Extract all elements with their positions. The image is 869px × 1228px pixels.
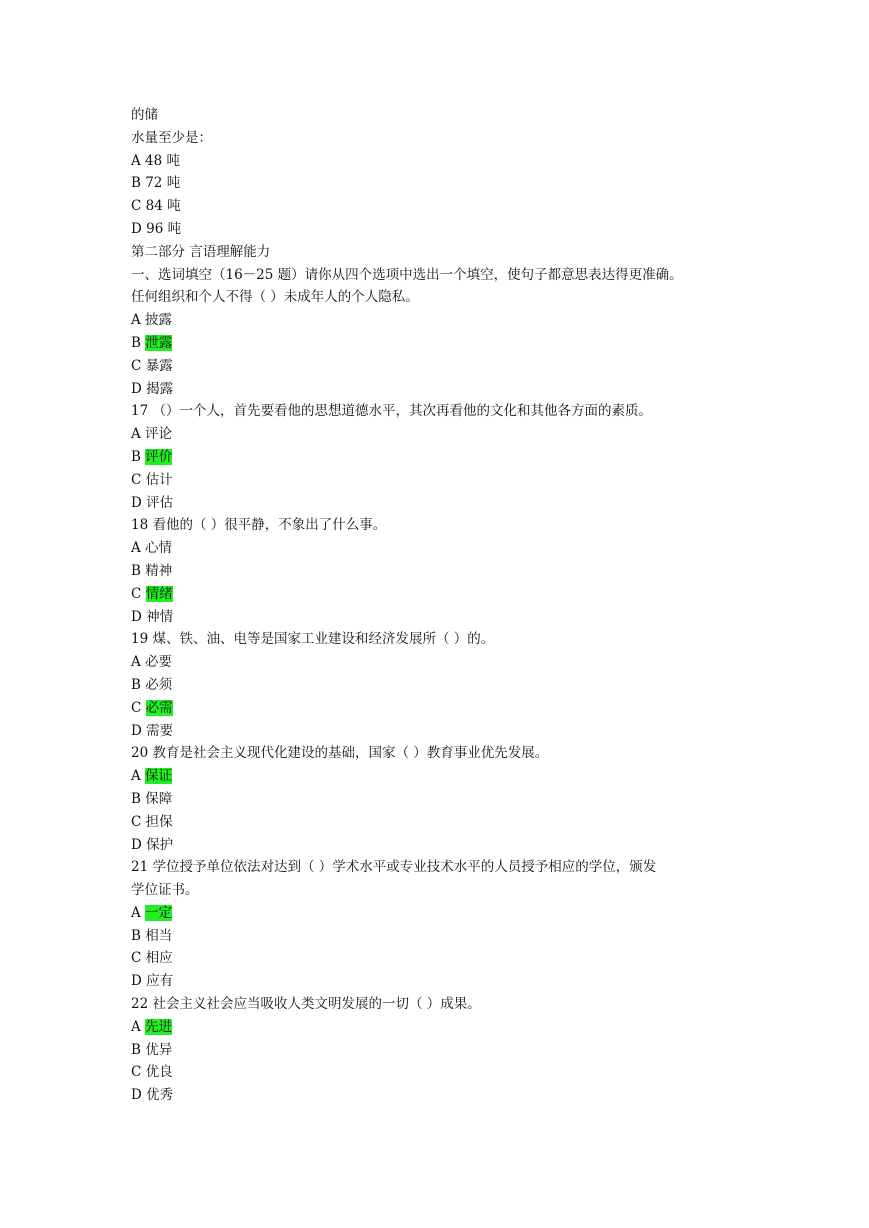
option-letter: B bbox=[131, 790, 146, 807]
answer-option bbox=[131, 947, 771, 970]
highlighted-answer: 必需 bbox=[145, 699, 173, 716]
text-line bbox=[131, 286, 771, 309]
text-line bbox=[131, 879, 771, 902]
option-letter: C bbox=[131, 699, 146, 716]
text-line bbox=[131, 514, 771, 537]
line-text: 担保 bbox=[145, 813, 173, 830]
line-text: 精神 bbox=[145, 562, 173, 579]
line-text: 评论 bbox=[145, 426, 173, 443]
answer-option bbox=[131, 378, 771, 401]
option-letter: A bbox=[131, 768, 146, 785]
line-text: 必要 bbox=[145, 654, 173, 671]
text-line bbox=[131, 993, 771, 1016]
line-text: 需要 bbox=[146, 722, 174, 739]
answer-option bbox=[131, 1039, 771, 1062]
option-letter: C bbox=[131, 950, 146, 967]
answer-option bbox=[131, 446, 771, 469]
line-text: 必须 bbox=[145, 676, 173, 693]
answer-option bbox=[131, 674, 771, 697]
answer-option bbox=[131, 332, 771, 355]
option-letter: D bbox=[131, 836, 147, 853]
text-line bbox=[131, 241, 771, 264]
option-letter: D bbox=[131, 608, 147, 625]
line-text: 保护 bbox=[146, 836, 174, 853]
answer-option bbox=[131, 583, 771, 606]
line-text: 96 吨 bbox=[146, 220, 182, 237]
line-text: 任何组织和个人不得（ ）未成年人的个人隐私。 bbox=[131, 289, 419, 306]
option-letter: B bbox=[131, 676, 146, 693]
highlighted-answer: 先进 bbox=[145, 1018, 173, 1035]
line-text: 17 （）一个人，首先要看他的思想道德水平，其次再看他的文化和其他各方面的素质。 bbox=[131, 403, 652, 420]
line-text: 揭露 bbox=[146, 380, 174, 397]
line-text: 20 教育是社会主义现代化建设的基础，国家（ ）教育事业优先发展。 bbox=[131, 745, 549, 762]
text-line bbox=[131, 104, 771, 127]
option-letter: B bbox=[131, 562, 146, 579]
option-letter: B bbox=[131, 175, 146, 192]
answer-option bbox=[131, 492, 771, 515]
line-text: 18 看他的（ ）很平静，不象出了什么事。 bbox=[131, 517, 387, 534]
text-line bbox=[131, 127, 771, 150]
option-letter: A bbox=[131, 904, 146, 921]
option-letter: A bbox=[131, 426, 146, 443]
answer-option bbox=[131, 765, 771, 788]
line-text: 估计 bbox=[145, 471, 173, 488]
option-letter: A bbox=[131, 152, 146, 169]
option-letter: C bbox=[131, 1064, 146, 1081]
line-text: 22 社会主义社会应当吸收人类文明发展的一切（ ）成果。 bbox=[131, 996, 481, 1013]
option-letter: B bbox=[131, 448, 146, 465]
answer-option bbox=[131, 788, 771, 811]
answer-option bbox=[131, 537, 771, 560]
line-text: 一、选词填空（16－25 题）请你从四个选项中选出一个填空，使句子都意思表达得更准确。 bbox=[131, 266, 683, 283]
line-text: 第二部分 言语理解能力 bbox=[131, 243, 271, 260]
line-text: 评估 bbox=[146, 494, 174, 511]
highlighted-answer: 一定 bbox=[145, 904, 173, 921]
answer-option bbox=[131, 970, 771, 993]
line-text: 的储 bbox=[131, 107, 158, 123]
option-letter: D bbox=[131, 220, 147, 237]
answer-option bbox=[131, 720, 771, 743]
answer-option bbox=[131, 150, 771, 173]
line-text: 相应 bbox=[145, 950, 173, 967]
option-letter: D bbox=[131, 973, 147, 990]
text-line bbox=[131, 264, 771, 287]
option-letter: C bbox=[131, 585, 146, 602]
line-text: 21 学位授予单位依法对达到（ ）学术水平或专业技术水平的人员授予相应的学位，颁发 bbox=[131, 859, 657, 876]
answer-option bbox=[131, 195, 771, 218]
line-text: 暴露 bbox=[145, 357, 173, 374]
text-line bbox=[131, 856, 771, 879]
line-text: 披露 bbox=[145, 312, 173, 329]
answer-option bbox=[131, 355, 771, 378]
option-letter: B bbox=[131, 927, 146, 944]
line-text: 保障 bbox=[145, 790, 173, 807]
line-text: 84 吨 bbox=[145, 198, 181, 215]
answer-option bbox=[131, 560, 771, 583]
answer-option bbox=[131, 1016, 771, 1039]
highlighted-answer: 评价 bbox=[145, 448, 173, 465]
answer-option bbox=[131, 834, 771, 857]
line-text: 心情 bbox=[145, 540, 173, 557]
line-text: 相当 bbox=[145, 927, 173, 944]
option-letter: D bbox=[131, 494, 147, 511]
highlighted-answer: 情绪 bbox=[145, 585, 173, 602]
option-letter: A bbox=[131, 540, 146, 557]
line-text: 应有 bbox=[146, 973, 174, 990]
option-letter: A bbox=[131, 312, 146, 329]
option-letter: D bbox=[131, 722, 147, 739]
line-text: 优秀 bbox=[146, 1087, 174, 1104]
line-text: 48 吨 bbox=[145, 152, 181, 169]
answer-option bbox=[131, 1084, 771, 1107]
option-letter: C bbox=[131, 813, 146, 830]
line-text: 神情 bbox=[146, 608, 174, 625]
answer-option bbox=[131, 811, 771, 834]
line-text: 优异 bbox=[145, 1041, 173, 1058]
answer-option bbox=[131, 925, 771, 948]
text-line bbox=[131, 628, 771, 651]
option-letter: C bbox=[131, 471, 146, 488]
line-text: 72 吨 bbox=[145, 175, 181, 192]
option-letter: B bbox=[131, 334, 146, 351]
highlighted-answer: 泄露 bbox=[145, 334, 173, 351]
line-text: 优良 bbox=[145, 1064, 173, 1081]
answer-option bbox=[131, 606, 771, 629]
option-letter: C bbox=[131, 357, 146, 374]
answer-option bbox=[131, 172, 771, 195]
option-letter: A bbox=[131, 1018, 146, 1035]
option-letter: D bbox=[131, 380, 147, 397]
line-text: 19 煤、铁、油、电等是国家工业建设和经济发展所（ ）的。 bbox=[131, 631, 495, 648]
line-text: 水量至少是： bbox=[131, 129, 212, 146]
option-letter: D bbox=[131, 1087, 147, 1104]
answer-option bbox=[131, 902, 771, 925]
text-line bbox=[131, 742, 771, 765]
text-line bbox=[131, 400, 771, 423]
answer-option bbox=[131, 1061, 771, 1084]
option-letter: B bbox=[131, 1041, 146, 1058]
answer-option bbox=[131, 469, 771, 492]
answer-option bbox=[131, 309, 771, 332]
answer-option bbox=[131, 423, 771, 446]
document-body bbox=[131, 104, 771, 1107]
answer-option bbox=[131, 218, 771, 241]
answer-option bbox=[131, 651, 771, 674]
option-letter: C bbox=[131, 198, 146, 215]
line-text: 学位证书。 bbox=[131, 882, 199, 899]
option-letter: A bbox=[131, 654, 146, 671]
answer-option bbox=[131, 697, 771, 720]
highlighted-answer: 保证 bbox=[145, 768, 173, 785]
